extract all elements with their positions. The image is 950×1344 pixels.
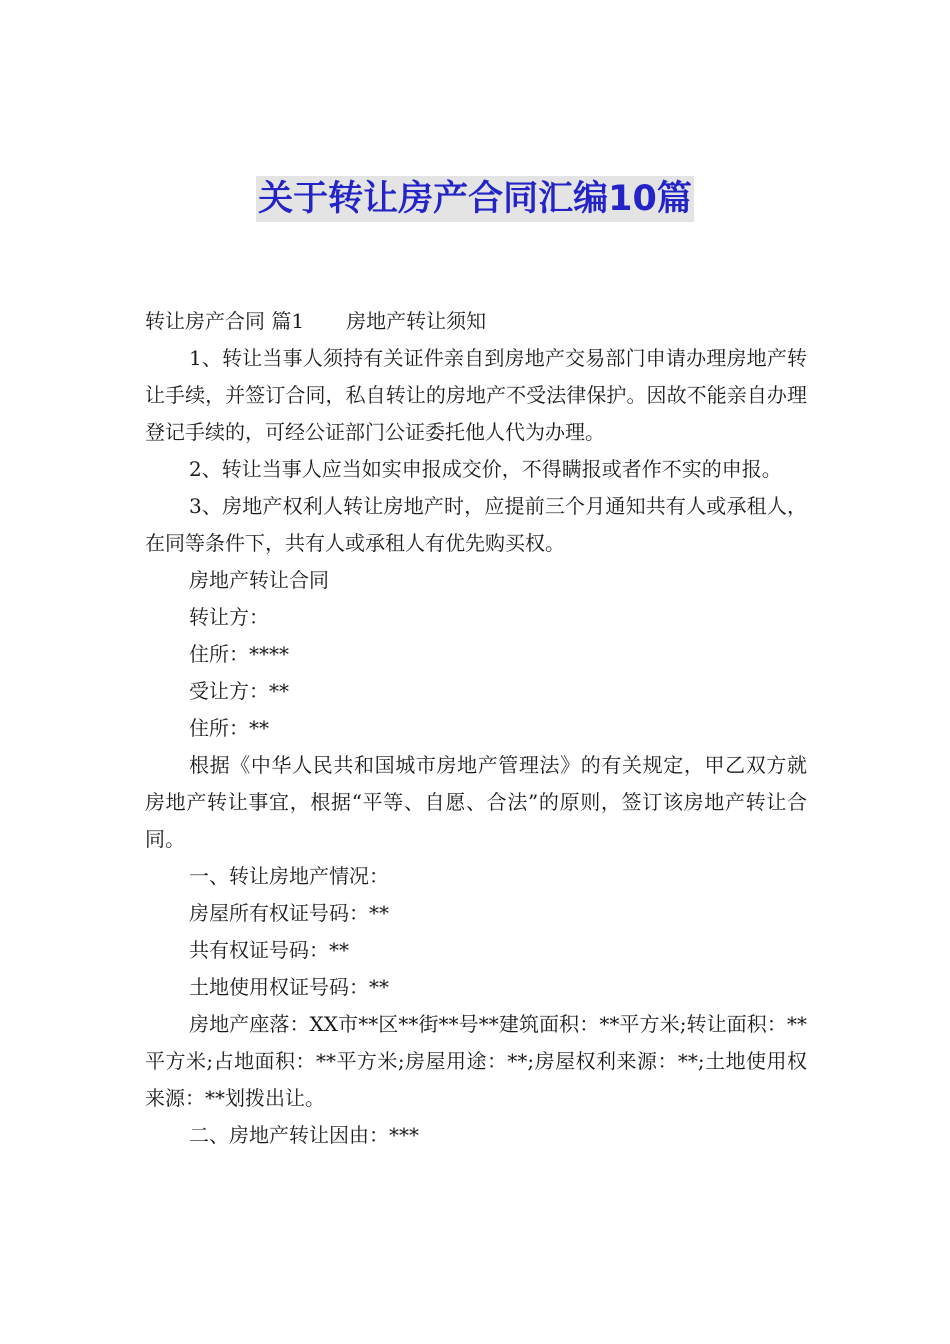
section-heading-left: 转让房产合同 篇1 xyxy=(145,309,305,333)
title-wrap xyxy=(0,176,950,222)
paragraph-1: 1、转让当事人须持有关证件亲自到房地产交易部门申请办理房地产转让手续，并签订合同，私自转让的房地产不受法律保护。因故不能亲自办理登记手续的，可经公证部门公证委托他人代为办理。 xyxy=(145,346,807,444)
transferor-line: 转让方： xyxy=(189,605,269,629)
document-body xyxy=(145,303,807,1154)
section-two-heading: 二、房地产转让因由：*** xyxy=(189,1123,419,1147)
document-title: 关于转让房产合同汇编10篇 xyxy=(256,176,694,222)
section-heading xyxy=(145,303,807,340)
section-one-heading: 一、转让房地产情况： xyxy=(189,864,389,888)
co-ownership-cert-line: 共有权证号码：** xyxy=(189,938,349,962)
legal-basis-paragraph: 根据《中华人民共和国城市房地产管理法》的有关规定，甲乙双方就房地产转让事宜，根据“平等、自愿、合法”的原则，签订该房地产转让合同。 xyxy=(145,753,807,851)
transferee-address-line: 住所：** xyxy=(189,716,269,740)
transferee-line: 受让方：** xyxy=(189,679,289,703)
property-location-paragraph: 房地产座落：XX市**区**街**号**建筑面积：**平方米;转让面积：**平方米;占地面积：**平方米;房屋用途：**;房屋权利来源：**;土地使用权来源：**划拨出让。 xyxy=(145,1012,807,1110)
ownership-cert-line: 房屋所有权证号码：** xyxy=(189,901,389,925)
paragraph-3: 3、房地产权利人转让房地产时，应提前三个月通知共有人或承租人，在同等条件下，共有人或承租人有优先购买权。 xyxy=(145,494,807,555)
contract-title: 房地产转让合同 xyxy=(189,568,329,592)
section-heading-right: 房地产转让须知 xyxy=(346,309,487,333)
transferor-address-line: 住所：**** xyxy=(189,642,289,666)
land-use-cert-line: 土地使用权证号码：** xyxy=(189,975,389,999)
paragraph-2: 2、转让当事人应当如实申报成交价，不得瞒报或者作不实的申报。 xyxy=(189,457,782,481)
